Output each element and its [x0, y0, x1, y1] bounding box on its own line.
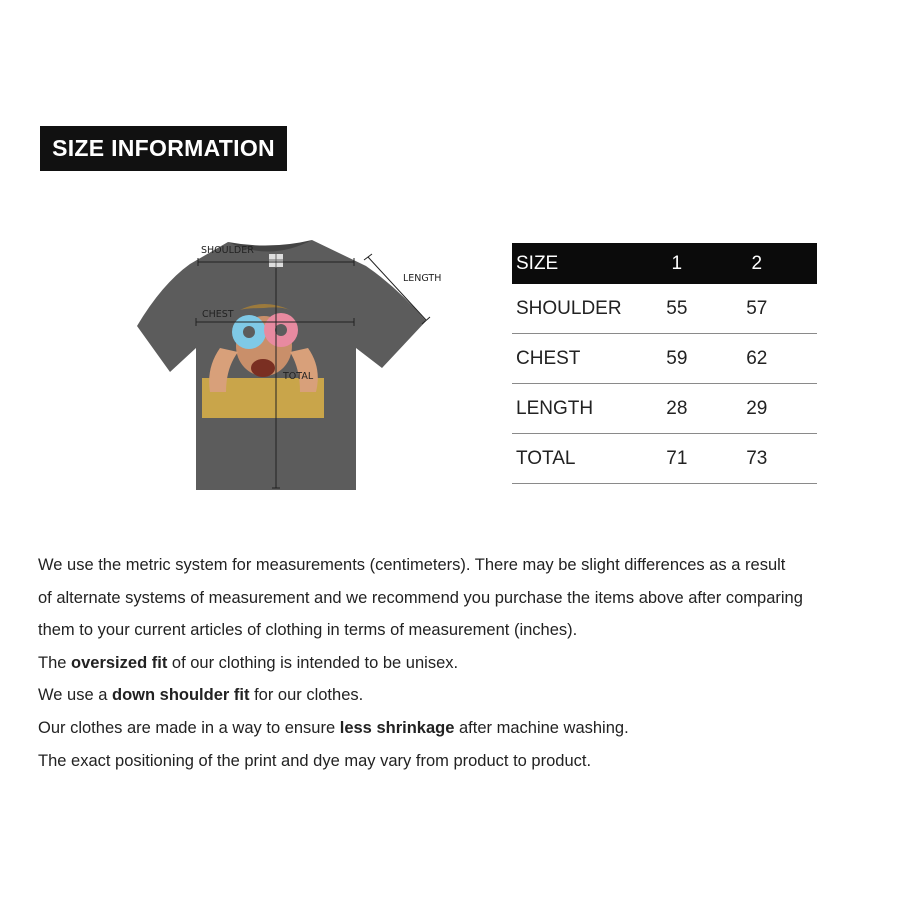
note-line: [38, 712, 878, 745]
note-text: The: [38, 653, 72, 672]
length-diagram-label: LENGTH: [403, 273, 442, 284]
note-bold-less-shrinkage: less shrinkage: [339, 718, 455, 737]
note-bold-oversized-fit: oversized fit: [71, 653, 168, 672]
note-bold-down-shoulder-fit: down shoulder fit: [111, 686, 250, 705]
row-value-size-1: 59: [666, 347, 688, 369]
table-row: [512, 434, 817, 484]
tshirt-diagram-svg: [130, 228, 450, 498]
row-label: LENGTH: [516, 397, 594, 419]
table-row: [512, 334, 817, 384]
tshirt-measurement-diagram: [130, 228, 450, 498]
row-value-size-2: 73: [746, 447, 768, 469]
row-value-size-2: 57: [746, 297, 768, 319]
row-value-size-2: 62: [746, 347, 768, 369]
header-size: SIZE: [516, 252, 559, 274]
note-text: We use a: [38, 686, 112, 705]
size-table-header: [512, 243, 817, 284]
table-row: [512, 284, 817, 334]
row-label: TOTAL: [516, 447, 576, 469]
note-line: [38, 647, 878, 680]
note-line: [38, 679, 878, 712]
size-notes: [38, 549, 878, 777]
row-value-size-1: 71: [666, 447, 688, 469]
size-table: [512, 243, 817, 484]
total-diagram-label: TOTAL: [283, 371, 314, 382]
size-information-title: SIZE INFORMATION: [40, 126, 287, 171]
row-value-size-2: 29: [746, 397, 768, 419]
row-label: SHOULDER: [516, 297, 622, 319]
row-value-size-1: 55: [666, 297, 688, 319]
header-size-2: 2: [751, 252, 763, 274]
row-label: CHEST: [516, 347, 581, 369]
row-value-size-1: 28: [666, 397, 688, 419]
shoulder-diagram-label: SHOULDER: [201, 245, 254, 256]
table-row: [512, 384, 817, 434]
note-text: of our clothing is intended to be unisex.: [167, 653, 459, 672]
note-line: them to your current articles of clothing in terms of measurement (inches).: [38, 621, 578, 640]
note-line: The exact positioning of the print and dye may vary from product to product.: [38, 751, 592, 770]
header-size-1: 1: [671, 252, 683, 274]
note-text: Our clothes are made in a way to ensure: [38, 718, 340, 737]
note-text: for our clothes.: [249, 686, 364, 705]
note-line: of alternate systems of measurement and we recommend you purchase the items above after comparing: [38, 588, 803, 607]
chest-diagram-label: CHEST: [202, 309, 234, 320]
note-text: after machine washing.: [454, 718, 629, 737]
note-line: We use the metric system for measurements (centimeters). There may be slight differences as a result: [38, 556, 786, 574]
